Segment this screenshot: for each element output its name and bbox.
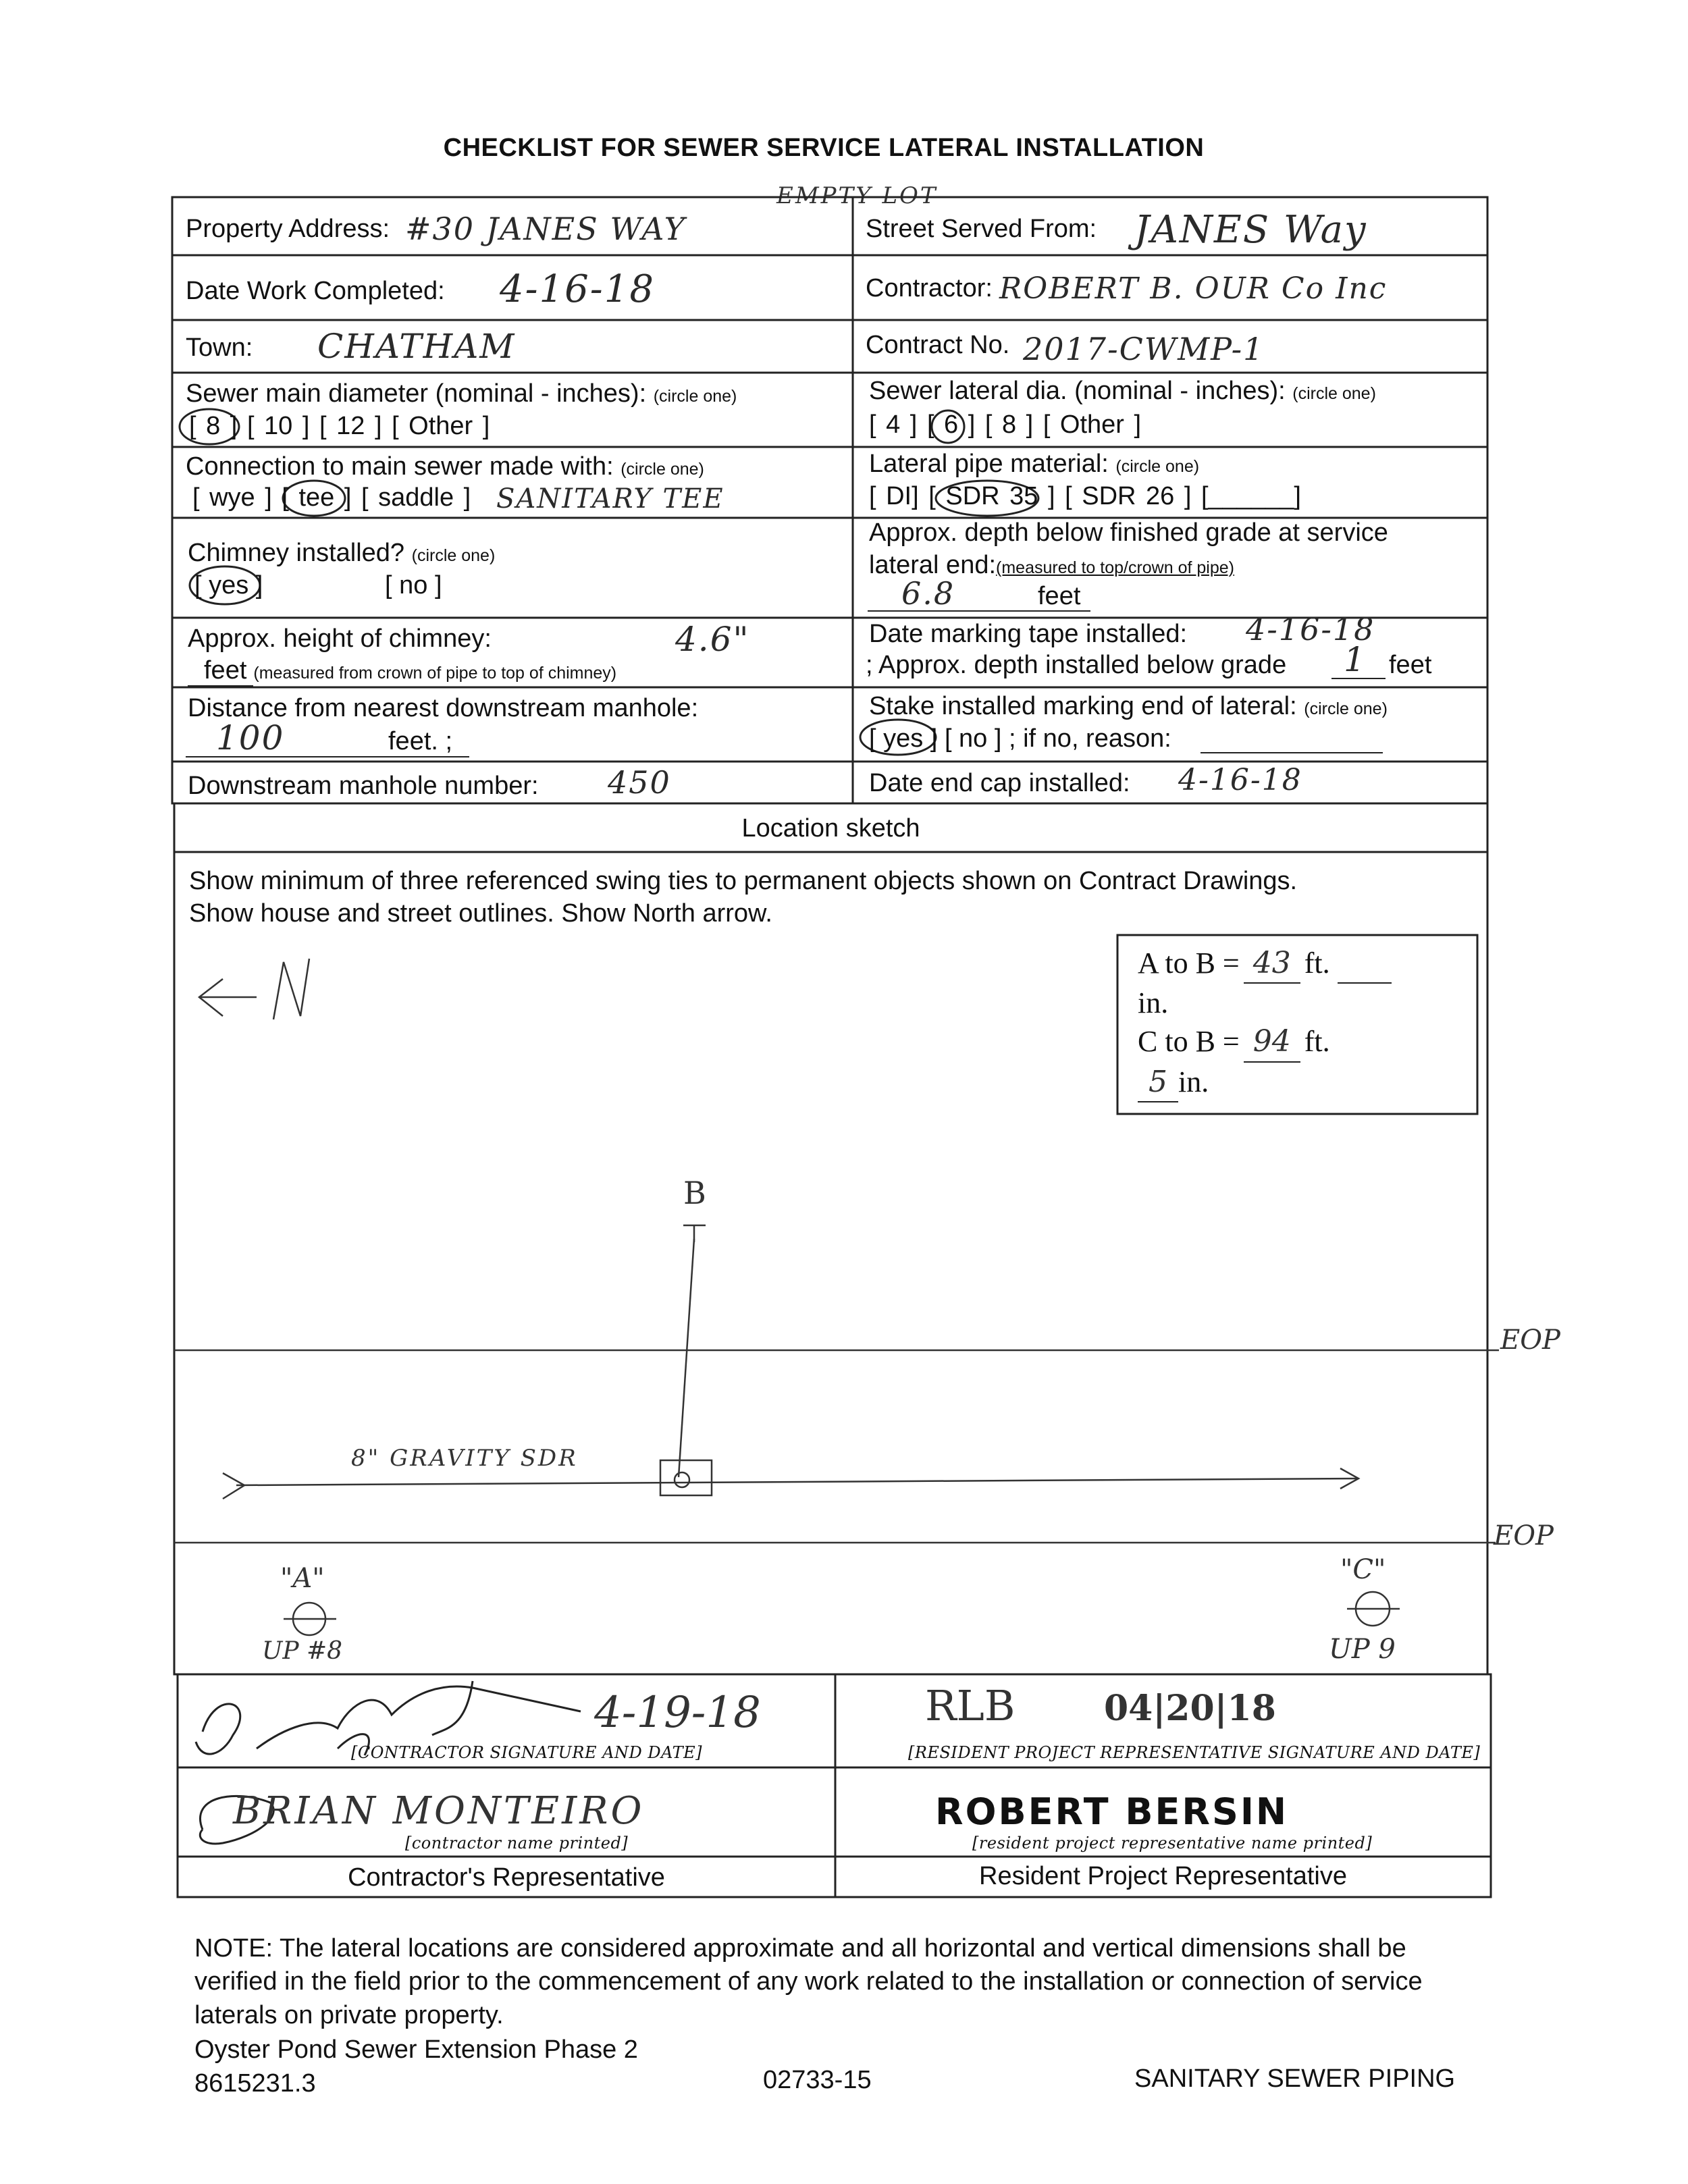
main-diameter-hint: (circle one) bbox=[653, 387, 737, 406]
lat-dia-opt-4[interactable]: [ 4 ] bbox=[869, 410, 918, 439]
stake-options bbox=[869, 724, 1171, 753]
main-diameter-text: Sewer main diameter (nominal - inches): bbox=[186, 379, 647, 408]
ab-ft-unit: ft. bbox=[1304, 947, 1330, 980]
gravity-main-label: 8" GRAVITY SDR bbox=[351, 1445, 578, 1472]
contractor-sign-date: 4-19-18 bbox=[594, 1688, 761, 1738]
main-dia-opt-8[interactable]: [ 8 ] bbox=[189, 412, 238, 440]
depth-unit: feet bbox=[1038, 582, 1081, 610]
resident-printed-name: ROBERT BERSIN bbox=[935, 1790, 1289, 1833]
depth-hint: (measured to top/crown of pipe) bbox=[996, 558, 1234, 577]
street-served-value: JANES Way bbox=[1134, 208, 1367, 252]
contractor-value: ROBERT B. OUR Co Inc bbox=[999, 271, 1388, 306]
lat-dia-opt-6[interactable]: [ 6 ] bbox=[926, 410, 976, 439]
sketch-instruction-2: Show house and street outlines. Show North arrow. bbox=[189, 899, 772, 928]
cb-label: C to B = bbox=[1138, 1025, 1240, 1059]
lateral-diameter-label bbox=[869, 377, 1376, 406]
tape-value: 4-16-18 bbox=[1246, 611, 1375, 647]
manhole-value: 450 bbox=[608, 764, 671, 801]
stake-label bbox=[869, 692, 1388, 721]
main-diameter-options bbox=[189, 412, 490, 441]
distance-value: 100 bbox=[216, 718, 285, 757]
end-cap-label: Date end cap installed: bbox=[869, 769, 1130, 797]
ab-in-row bbox=[1138, 984, 1392, 1022]
distance-unit: feet. bbox=[388, 727, 438, 755]
eop-upper-label: EOP bbox=[1500, 1325, 1560, 1356]
ab-label: A to B = bbox=[1138, 947, 1240, 980]
ab-row bbox=[1138, 944, 1392, 984]
resident-signature: RLB bbox=[925, 1681, 1016, 1730]
stake-no[interactable]: [ no ] bbox=[944, 724, 1002, 753]
distance-suffix: ; bbox=[445, 727, 453, 755]
lat-dia-opt-other[interactable]: [ Other ] bbox=[1043, 410, 1142, 439]
cb-feet-value: 94 bbox=[1244, 1022, 1300, 1062]
mat-opt-sdr26[interactable]: [ SDR 26 ] bbox=[1065, 482, 1192, 510]
date-completed-label: Date Work Completed: bbox=[186, 277, 445, 305]
page-title: CHECKLIST FOR SEWER SERVICE LATERAL INSTALLATION bbox=[443, 134, 1205, 162]
contract-no-label: Contract No. bbox=[866, 331, 1010, 359]
chimney-no[interactable]: [ no ] bbox=[385, 571, 442, 600]
empty-lot-annotation: EMPTY LOT bbox=[776, 182, 938, 209]
point-c-label: "C" bbox=[1340, 1554, 1386, 1585]
conn-opt-saddle[interactable]: [ saddle ] bbox=[361, 483, 471, 512]
lateral-location-note: NOTE: The lateral locations are considered approximate and all horizontal and vertical dimensions shall be verified in the field prior to the commencement of any work related to the installation or connection of service laterals on private property. bbox=[194, 1934, 1423, 2029]
resident-role: Resident Project Representative bbox=[979, 1862, 1347, 1890]
resident-name-label: [resident project representative name printed] bbox=[972, 1834, 1373, 1853]
utility-pole-a-label: UP #8 bbox=[262, 1637, 343, 1665]
cb-ft-unit: ft. bbox=[1304, 1025, 1330, 1059]
footer-doc-number: 8615231.3 bbox=[194, 2069, 316, 2098]
connection-handwritten: SANITARY TEE bbox=[496, 483, 724, 514]
ab-feet-value: 43 bbox=[1244, 944, 1300, 984]
cb-in-row bbox=[1138, 1063, 1392, 1102]
chimney-height-unit-row bbox=[188, 656, 616, 687]
tape-depth-value: 1 bbox=[1344, 640, 1367, 679]
point-b-label: B bbox=[683, 1175, 706, 1211]
manhole-label: Downstream manhole number: bbox=[188, 772, 539, 800]
main-diameter-label bbox=[186, 379, 737, 408]
stake-reason-label: ; if no, reason: bbox=[1009, 724, 1171, 753]
footer-section: 02733-15 bbox=[763, 2066, 872, 2094]
mat-opt-other[interactable]: [______] bbox=[1201, 482, 1301, 510]
lateral-diameter-options bbox=[869, 410, 1141, 440]
footer-division: SANITARY SEWER PIPING bbox=[1134, 2065, 1456, 2093]
utility-pole-c-label: UP 9 bbox=[1329, 1634, 1396, 1665]
date-completed-value: 4-16-18 bbox=[500, 267, 655, 311]
chimney-height-unit: feet bbox=[188, 656, 253, 687]
contractor-name-label: [contractor name printed] bbox=[405, 1834, 629, 1853]
tape-depth-label: ; Approx. depth installed below grade bbox=[866, 651, 1287, 679]
depth-value: 6.8 bbox=[901, 575, 955, 612]
main-dia-opt-12[interactable]: [ 12 ] bbox=[319, 412, 382, 440]
tape-label: Date marking tape installed: bbox=[869, 620, 1188, 648]
material-hint: (circle one) bbox=[1115, 457, 1200, 476]
main-dia-opt-other[interactable]: [ Other ] bbox=[392, 412, 490, 440]
connection-options bbox=[192, 483, 471, 512]
town-label: Town: bbox=[186, 334, 253, 362]
chimney-yes[interactable]: [ yes ] bbox=[194, 571, 263, 600]
contractor-signature-label: [CONTRACTOR SIGNATURE AND DATE] bbox=[351, 1743, 702, 1762]
mat-opt-sdr35[interactable]: [ SDR 35 ] bbox=[928, 482, 1055, 510]
contractor-role: Contractor's Representative bbox=[348, 1863, 665, 1892]
distance-label: Distance from nearest downstream manhole: bbox=[188, 694, 699, 722]
conn-opt-wye[interactable]: [ wye ] bbox=[192, 483, 272, 512]
point-a-label: "A" bbox=[280, 1563, 325, 1594]
property-address-value: #30 JANES WAY bbox=[405, 211, 687, 247]
town-value: CHATHAM bbox=[317, 327, 516, 366]
contractor-printed-name: BRIAN MONTEIRO bbox=[233, 1789, 645, 1833]
material-label bbox=[869, 450, 1199, 479]
location-sketch-header: Location sketch bbox=[741, 814, 920, 843]
chimney-height-value: 4.6" bbox=[675, 620, 750, 659]
resident-sign-date: 04|20|18 bbox=[1104, 1688, 1276, 1729]
eop-lower-label: EOP bbox=[1494, 1520, 1554, 1551]
north-arrow-label bbox=[273, 952, 274, 953]
connection-label bbox=[186, 452, 704, 481]
chimney-height-hint: (measured from crown of pipe to top of chimney) bbox=[253, 664, 617, 683]
stake-reason-line[interactable] bbox=[1201, 722, 1383, 753]
lat-dia-opt-8[interactable]: [ 8 ] bbox=[984, 410, 1034, 439]
ab-in-blank bbox=[1338, 944, 1392, 984]
connection-text: Connection to main sewer made with: bbox=[186, 452, 614, 481]
contract-no-value: 2017-CWMP-1 bbox=[1023, 331, 1265, 367]
cb-in-unit: in. bbox=[1178, 1065, 1209, 1098]
footer-project: Oyster Pond Sewer Extension Phase 2 bbox=[194, 2035, 638, 2064]
connection-hint: (circle one) bbox=[621, 460, 704, 479]
depth-text: lateral end: bbox=[869, 551, 997, 579]
chimney-hint: (circle one) bbox=[411, 546, 496, 565]
street-served-label: Street Served From: bbox=[866, 215, 1097, 243]
tape-depth-unit: feet bbox=[1389, 651, 1432, 679]
conn-opt-tee[interactable]: [ tee ] bbox=[282, 483, 352, 512]
lateral-diameter-hint: (circle one) bbox=[1292, 384, 1376, 403]
property-address-label: Property Address: bbox=[186, 215, 390, 243]
material-options bbox=[869, 482, 1301, 511]
stake-text: Stake installed marking end of lateral: bbox=[869, 692, 1297, 720]
cb-in-value: 5 bbox=[1138, 1063, 1178, 1102]
swing-ties-text bbox=[1138, 944, 1392, 1102]
mat-opt-di[interactable]: [ DI] bbox=[869, 482, 919, 510]
resident-signature-label: [RESIDENT PROJECT REPRESENTATIVE SIGNATURE AND DATE] bbox=[908, 1743, 1481, 1762]
stake-hint: (circle one) bbox=[1304, 699, 1388, 718]
chimney-height-label: Approx. height of chimney: bbox=[188, 624, 492, 653]
end-cap-value: 4-16-18 bbox=[1178, 763, 1302, 797]
lateral-diameter-text: Sewer lateral dia. (nominal - inches): bbox=[869, 377, 1286, 405]
chimney-text: Chimney installed? bbox=[188, 539, 405, 567]
contractor-label: Contractor: bbox=[866, 274, 993, 302]
stake-yes[interactable]: [ yes ] bbox=[869, 724, 938, 753]
material-text: Lateral pipe material: bbox=[869, 450, 1109, 478]
main-dia-opt-10[interactable]: [ 10 ] bbox=[246, 412, 310, 440]
cb-row bbox=[1138, 1022, 1392, 1062]
sketch-instruction-1: Show minimum of three referenced swing ties to permanent objects shown on Contract Drawings. bbox=[189, 867, 1298, 895]
distance-unit-row bbox=[388, 727, 452, 756]
chimney-label bbox=[188, 539, 495, 568]
ab-in-unit: in. bbox=[1138, 986, 1169, 1020]
depth-label-1: Approx. depth below finished grade at service bbox=[869, 518, 1388, 547]
